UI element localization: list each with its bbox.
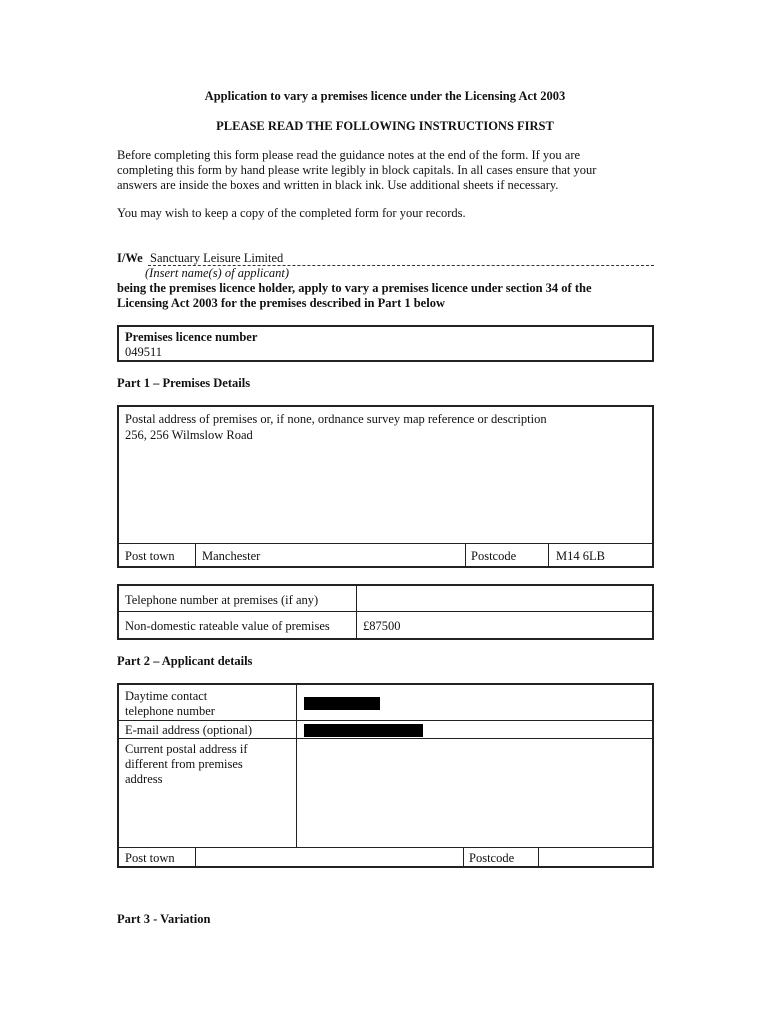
divider xyxy=(465,543,466,566)
form-title: Application to vary a premises licence under the Licensing Act 2003 xyxy=(204,89,566,103)
statement-line: being the premises licence holder, apply to vary a premises licence under section 34 of the xyxy=(117,281,592,295)
applicant-name-hint: (Insert name(s) of applicant) xyxy=(145,266,290,280)
divider xyxy=(119,738,652,739)
part3-heading: Part 3 - Variation xyxy=(117,912,211,926)
postal-address-label: Current postal address if xyxy=(125,742,248,756)
divider xyxy=(195,543,196,566)
part2-heading: Part 2 – Applicant details xyxy=(117,654,253,668)
rateable-label: Non-domestic rateable value of premises xyxy=(125,619,330,633)
redacted-email xyxy=(304,724,423,737)
post-town-label: Post town xyxy=(125,851,175,865)
postal-address-label: address xyxy=(125,772,163,786)
intro-line: completing this form by hand please write legibly in block capitals. In all cases ensure that your xyxy=(117,163,597,177)
rateable-value[interactable]: £87500 xyxy=(363,619,401,633)
divider xyxy=(195,847,196,866)
divider xyxy=(119,720,652,721)
divider xyxy=(548,543,549,566)
divider xyxy=(538,847,539,866)
postcode-label: Postcode xyxy=(469,851,515,865)
premises-address-box xyxy=(117,405,654,568)
applicant-name[interactable]: Sanctuary Leisure Limited xyxy=(150,251,284,265)
email-label: E-mail address (optional) xyxy=(125,723,253,737)
divider xyxy=(296,685,297,847)
daytime-phone-label: telephone number xyxy=(125,704,215,718)
divider xyxy=(356,586,357,638)
postcode-label: Postcode xyxy=(471,549,517,563)
instructions-heading: PLEASE READ THE FOLLOWING INSTRUCTIONS FIRST xyxy=(216,119,554,133)
address-label: Postal address of premises or, if none, ordnance survey map reference or description xyxy=(125,412,547,426)
licence-number-label: Premises licence number xyxy=(125,330,258,344)
telephone-label: Telephone number at premises (if any) xyxy=(125,593,319,607)
postcode-value[interactable]: M14 6LB xyxy=(556,549,605,563)
redacted-phone xyxy=(304,697,380,710)
divider xyxy=(119,543,652,544)
applicant-details-box xyxy=(117,683,654,868)
divider xyxy=(119,847,652,848)
daytime-phone-label: Daytime contact xyxy=(125,689,208,703)
post-town-label: Post town xyxy=(125,549,175,563)
intro-line: Before completing this form please read the guidance notes at the end of the form. If you are xyxy=(117,148,581,162)
licence-number-box xyxy=(117,325,654,362)
post-town-value[interactable]: Manchester xyxy=(202,549,261,563)
intro-paragraph xyxy=(117,148,677,193)
divider xyxy=(463,847,464,866)
divider xyxy=(119,611,652,612)
part1-heading: Part 1 – Premises Details xyxy=(117,376,251,390)
intro-line: answers are inside the boxes and written in black ink. Use additional sheets if necessary. xyxy=(117,178,559,192)
licence-number-value[interactable]: 049511 xyxy=(125,345,163,359)
postal-address-label: different from premises xyxy=(125,757,243,771)
iwe-label: I/We xyxy=(117,251,143,265)
address-value[interactable]: 256, 256 Wilmslow Road xyxy=(125,428,253,442)
premises-contact-box xyxy=(117,584,654,640)
records-note: You may wish to keep a copy of the completed form for your records. xyxy=(117,206,466,220)
statement-line: Licensing Act 2003 for the premises described in Part 1 below xyxy=(117,296,445,310)
